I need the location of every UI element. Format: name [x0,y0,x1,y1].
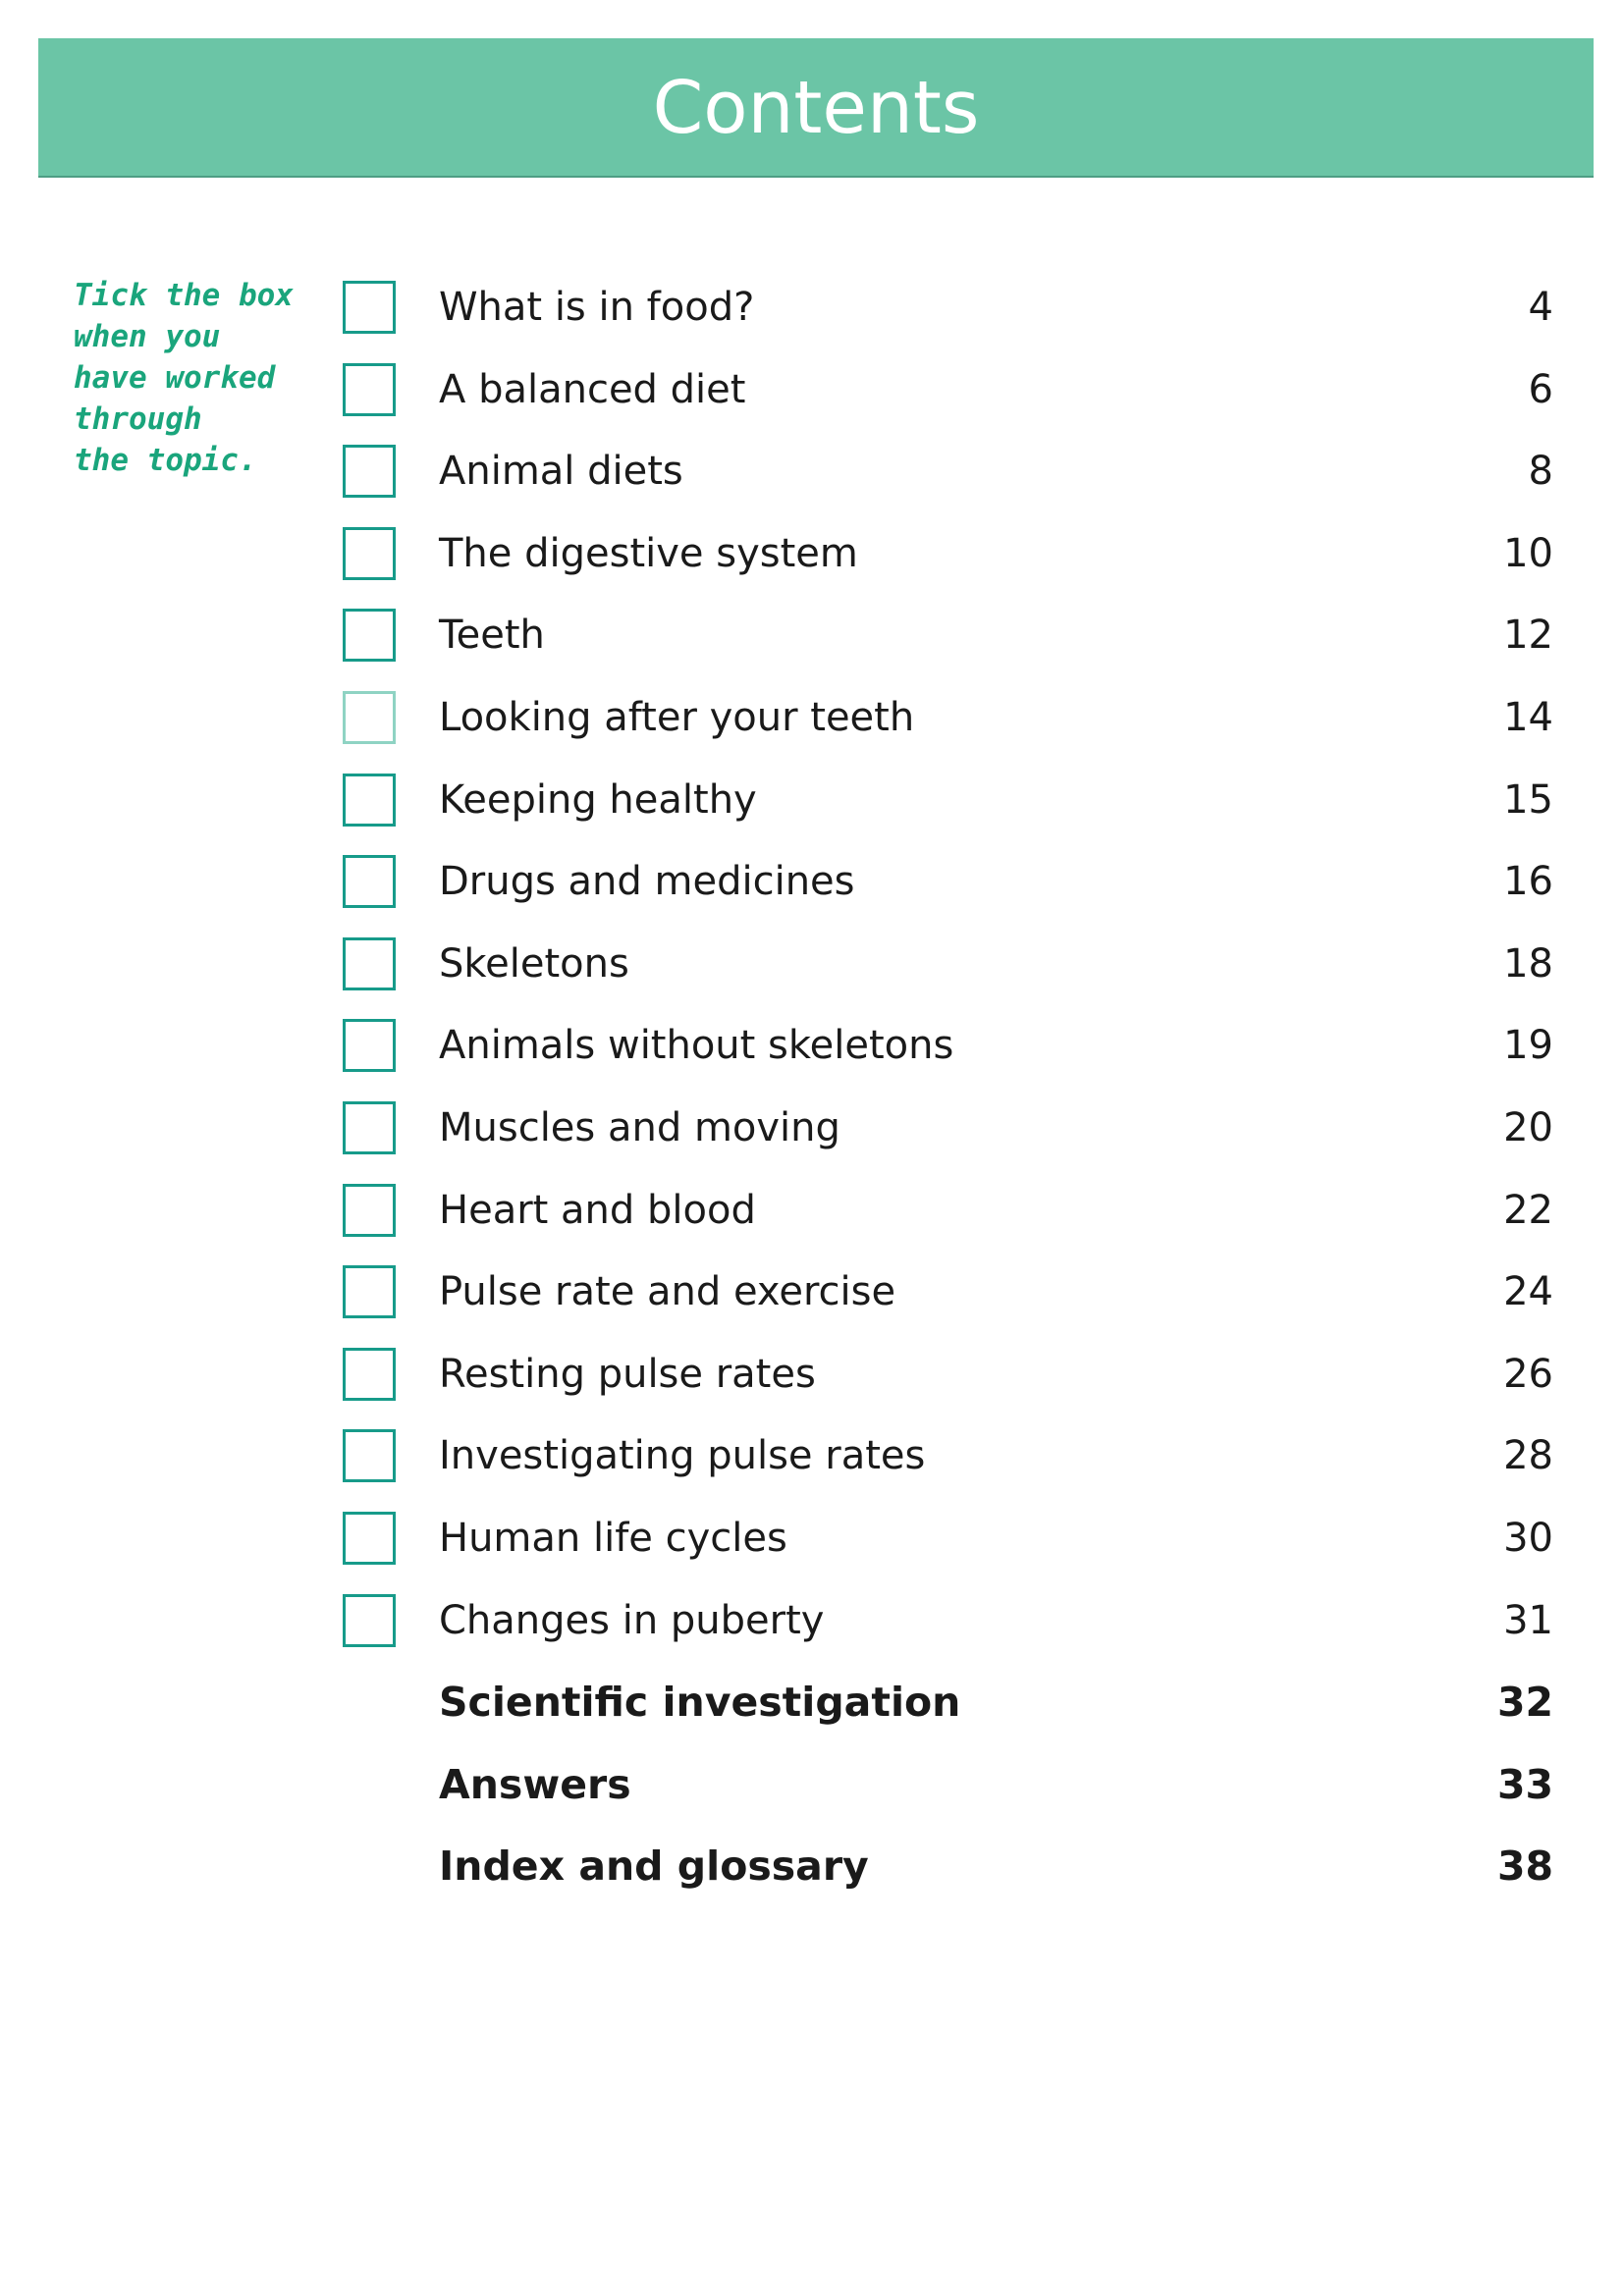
toc-entry [0,1840,1624,1922]
toc-entry [0,1265,1624,1348]
topic-checkbox[interactable] [343,855,396,908]
toc-entry-page-number: 10 [1503,531,1553,576]
toc-entry [0,1184,1624,1266]
toc-entry-page-number: 15 [1503,777,1553,823]
toc-entry [0,527,1624,610]
instruction-line: through [74,401,202,437]
topic-checkbox[interactable] [343,1594,396,1647]
toc-entry-title: Muscles and moving [439,1105,840,1150]
toc-entry [0,691,1624,774]
toc-entry-title: Animals without skeletons [439,1023,954,1068]
page-title: Contents [652,66,980,150]
topic-checkbox[interactable] [343,691,396,744]
toc-entry-title: Changes in puberty [439,1598,825,1643]
toc-entry [0,774,1624,856]
toc-entry [0,1758,1624,1841]
toc-entry [0,1101,1624,1184]
toc-entry [0,363,1624,446]
topic-checkbox[interactable] [343,937,396,990]
toc-entry [0,1594,1624,1677]
topic-checkbox[interactable] [343,1101,396,1154]
toc-entry-page-number: 8 [1528,449,1553,494]
toc-entry [0,1429,1624,1512]
topic-checkbox[interactable] [343,1348,396,1401]
toc-entry-title: Scientific investigation [439,1679,961,1726]
toc-entry [0,1676,1624,1758]
instruction-line: have worked [74,360,276,396]
topic-checkbox[interactable] [343,363,396,416]
topic-checkbox[interactable] [343,609,396,662]
toc-entry-title: Human life cycles [439,1516,787,1561]
toc-entry-page-number: 12 [1503,613,1553,658]
toc-entry-title: Pulse rate and exercise [439,1269,896,1314]
toc-entry-page-number: 28 [1503,1433,1553,1478]
toc-entry-page-number: 6 [1528,367,1553,412]
toc-entry [0,445,1624,527]
topic-checkbox[interactable] [343,1265,396,1318]
contents-header-band [38,38,1594,178]
topic-checkbox[interactable] [343,527,396,580]
toc-entry-title: What is in food? [439,285,755,330]
toc-entry-title: Teeth [439,613,545,658]
toc-entry-page-number: 33 [1496,1761,1553,1808]
topic-checkbox[interactable] [343,1512,396,1565]
toc-entry-page-number: 16 [1503,859,1553,904]
topic-checkbox[interactable] [343,774,396,827]
topic-checkbox[interactable] [343,445,396,498]
toc-entry-page-number: 14 [1503,695,1553,740]
toc-entry [0,855,1624,937]
toc-entry-page-number: 20 [1503,1105,1553,1150]
toc-entry-page-number: 26 [1503,1352,1553,1397]
toc-entry-page-number: 30 [1503,1516,1553,1561]
toc-entry-title: Drugs and medicines [439,859,855,904]
instruction-line: the topic. [74,443,257,478]
toc-entry-page-number: 22 [1503,1188,1553,1233]
toc-entry-title: Resting pulse rates [439,1352,816,1397]
toc-entry-title: Keeping healthy [439,777,757,823]
toc-entry [0,281,1624,363]
toc-entry-title: Animal diets [439,449,683,494]
toc-entry-page-number: 31 [1503,1598,1553,1643]
toc-entry-page-number: 19 [1503,1023,1553,1068]
toc-entry-title: Looking after your teeth [439,695,915,740]
instruction-line: Tick the box [74,278,294,313]
toc-entry [0,609,1624,691]
toc-entry-page-number: 38 [1496,1842,1553,1890]
toc-entry-page-number: 18 [1503,941,1553,987]
toc-entry [0,1019,1624,1101]
toc-entry [0,1512,1624,1594]
toc-entry [0,937,1624,1020]
toc-entry-page-number: 24 [1503,1269,1553,1314]
toc-entry-title: Skeletons [439,941,629,987]
toc-entry-title: Answers [439,1761,631,1808]
toc-entry [0,1348,1624,1430]
topic-checkbox[interactable] [343,1019,396,1072]
toc-entry-page-number: 4 [1528,285,1553,330]
topic-checkbox[interactable] [343,281,396,334]
toc-entry-title: A balanced diet [439,367,746,412]
instruction-line: when you [74,319,221,354]
toc-entry-title: Heart and blood [439,1188,756,1233]
toc-entry-page-number: 32 [1496,1679,1553,1726]
toc-entry-title: Index and glossary [439,1842,869,1890]
topic-checkbox[interactable] [343,1429,396,1482]
toc-entry-title: Investigating pulse rates [439,1433,926,1478]
toc-entry-title: The digestive system [439,531,858,576]
topic-checkbox[interactable] [343,1184,396,1237]
